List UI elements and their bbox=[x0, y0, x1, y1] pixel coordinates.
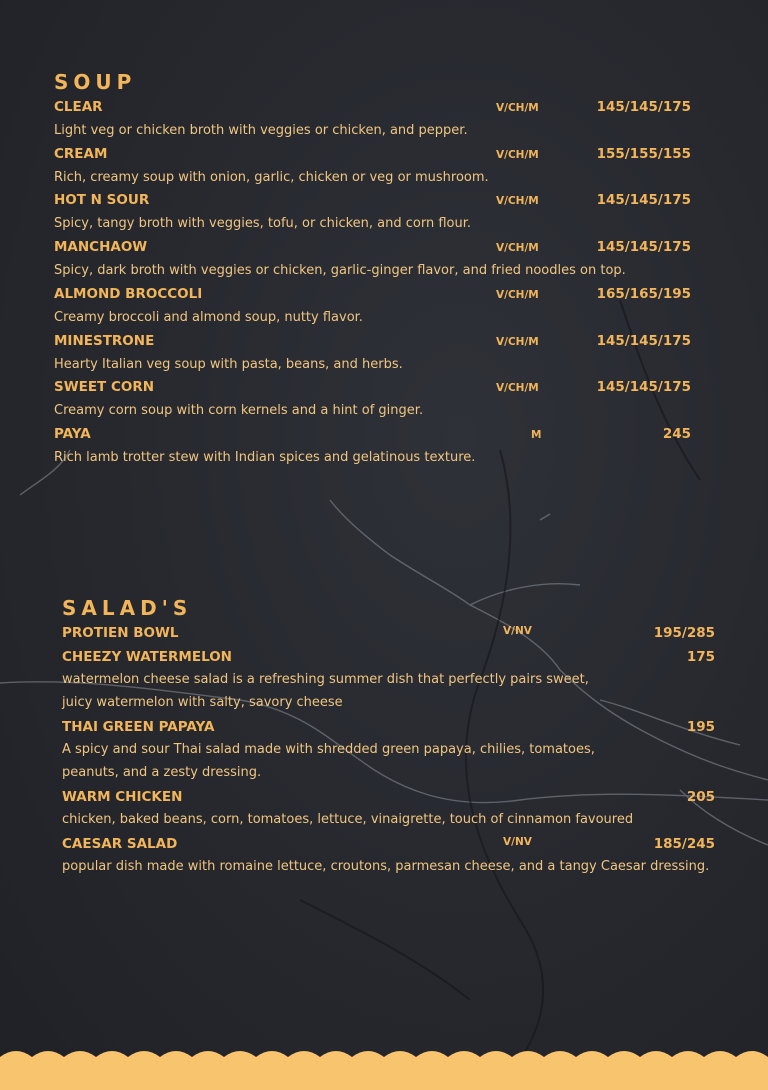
soup-item-description: Rich, creamy soup with onion, garlic, chicken or veg or mushroom. bbox=[54, 169, 489, 185]
wave-band bbox=[0, 1051, 768, 1090]
salad-item-type: V/NV bbox=[503, 625, 532, 637]
salad-item-price: 205 bbox=[686, 788, 715, 805]
soup-section-title: SOUP bbox=[54, 70, 137, 94]
soup-item-name: ALMOND BROCCOLI bbox=[54, 285, 203, 302]
soup-item-price: 165/165/195 bbox=[596, 285, 691, 302]
salad-item-description: watermelon cheese salad is a refreshing summer dish that perfectly pairs sweet, bbox=[62, 672, 589, 687]
soup-item-price: 145/145/175 bbox=[596, 332, 691, 349]
soup-item-name: CREAM bbox=[54, 145, 108, 162]
salad-item-price: 195/285 bbox=[653, 625, 715, 641]
salad-item-name: PROTIEN BOWL bbox=[62, 625, 179, 641]
soup-item-name: CLEAR bbox=[54, 99, 103, 115]
soup-item-type: V/CH/M bbox=[496, 195, 539, 208]
salad-item-description: peanuts, and a zesty dressing. bbox=[62, 765, 262, 781]
salads-section-title: SALAD'S bbox=[62, 596, 193, 620]
salad-item-price: 185/245 bbox=[653, 835, 715, 852]
salad-item-description: juicy watermelon with salty, savory cheese bbox=[62, 695, 343, 711]
salad-item-description: A spicy and sour Thai salad made with shredded green papaya, chilies, tomatoes, bbox=[62, 742, 595, 758]
soup-item-description: Rich lamb trotter stew with Indian spices and gelatinous texture. bbox=[54, 449, 476, 465]
soup-item-name: MANCHAOW bbox=[54, 239, 148, 256]
soup-item-price: 145/145/175 bbox=[596, 99, 691, 115]
salad-item-price: 175 bbox=[686, 648, 715, 665]
soup-item-name: HOT N SOUR bbox=[54, 192, 150, 209]
salad-item-description: popular dish made with romaine lettuce, croutons, parmesan cheese, and a tangy Caesar dressing. bbox=[62, 859, 710, 874]
soup-item-description: Creamy corn soup with corn kernels and a hint of ginger. bbox=[54, 403, 424, 419]
soup-item-description: Hearty Italian veg soup with pasta, beans, and herbs. bbox=[54, 356, 403, 372]
soup-item-price: 145/145/175 bbox=[596, 379, 691, 396]
salad-item-name: CAESAR SALAD bbox=[62, 835, 178, 852]
soup-item-description: Spicy, dark broth with veggies or chicken, garlic-ginger flavor, and fried noodles on top. bbox=[54, 263, 626, 279]
salad-item-price: 195 bbox=[686, 718, 715, 735]
soup-item-price: 145/145/175 bbox=[596, 239, 691, 256]
soup-item-type: M bbox=[531, 428, 542, 441]
salad-item-name: THAI GREEN PAPAYA bbox=[62, 718, 215, 735]
soup-item-price: 155/155/155 bbox=[596, 145, 691, 162]
soup-item-name: PAYA bbox=[54, 425, 91, 442]
soup-item-type: V/CH/M bbox=[496, 102, 539, 114]
soup-item-type: V/CH/M bbox=[496, 242, 539, 255]
salad-item-name: WARM CHICKEN bbox=[62, 788, 183, 805]
salad-item-name: CHEEZY WATERMELON bbox=[62, 648, 232, 665]
soup-item-type: V/CH/M bbox=[496, 288, 539, 301]
soup-item-description: Spicy, tangy broth with veggies, tofu, or chicken, and corn flour. bbox=[54, 216, 472, 232]
soup-item-description: Light veg or chicken broth with veggies or chicken, and pepper. bbox=[54, 123, 468, 138]
soup-item-name: SWEET CORN bbox=[54, 379, 155, 396]
salad-item-type: V/NV bbox=[503, 835, 532, 848]
soup-item-description: Creamy broccoli and almond soup, nutty flavor. bbox=[54, 309, 363, 325]
soup-item-name: MINESTRONE bbox=[54, 332, 155, 349]
soup-item-price: 145/145/175 bbox=[596, 192, 691, 209]
soup-item-price: 245 bbox=[662, 425, 691, 442]
wave-footer-decoration bbox=[0, 1045, 768, 1090]
salad-item-description: chicken, baked beans, corn, tomatoes, lettuce, vinaigrette, touch of cinnamon favoured bbox=[62, 812, 634, 828]
soup-item-type: V/CH/M bbox=[496, 148, 539, 161]
soup-item-type: V/CH/M bbox=[496, 335, 539, 348]
soup-item-type: V/CH/M bbox=[496, 382, 539, 395]
